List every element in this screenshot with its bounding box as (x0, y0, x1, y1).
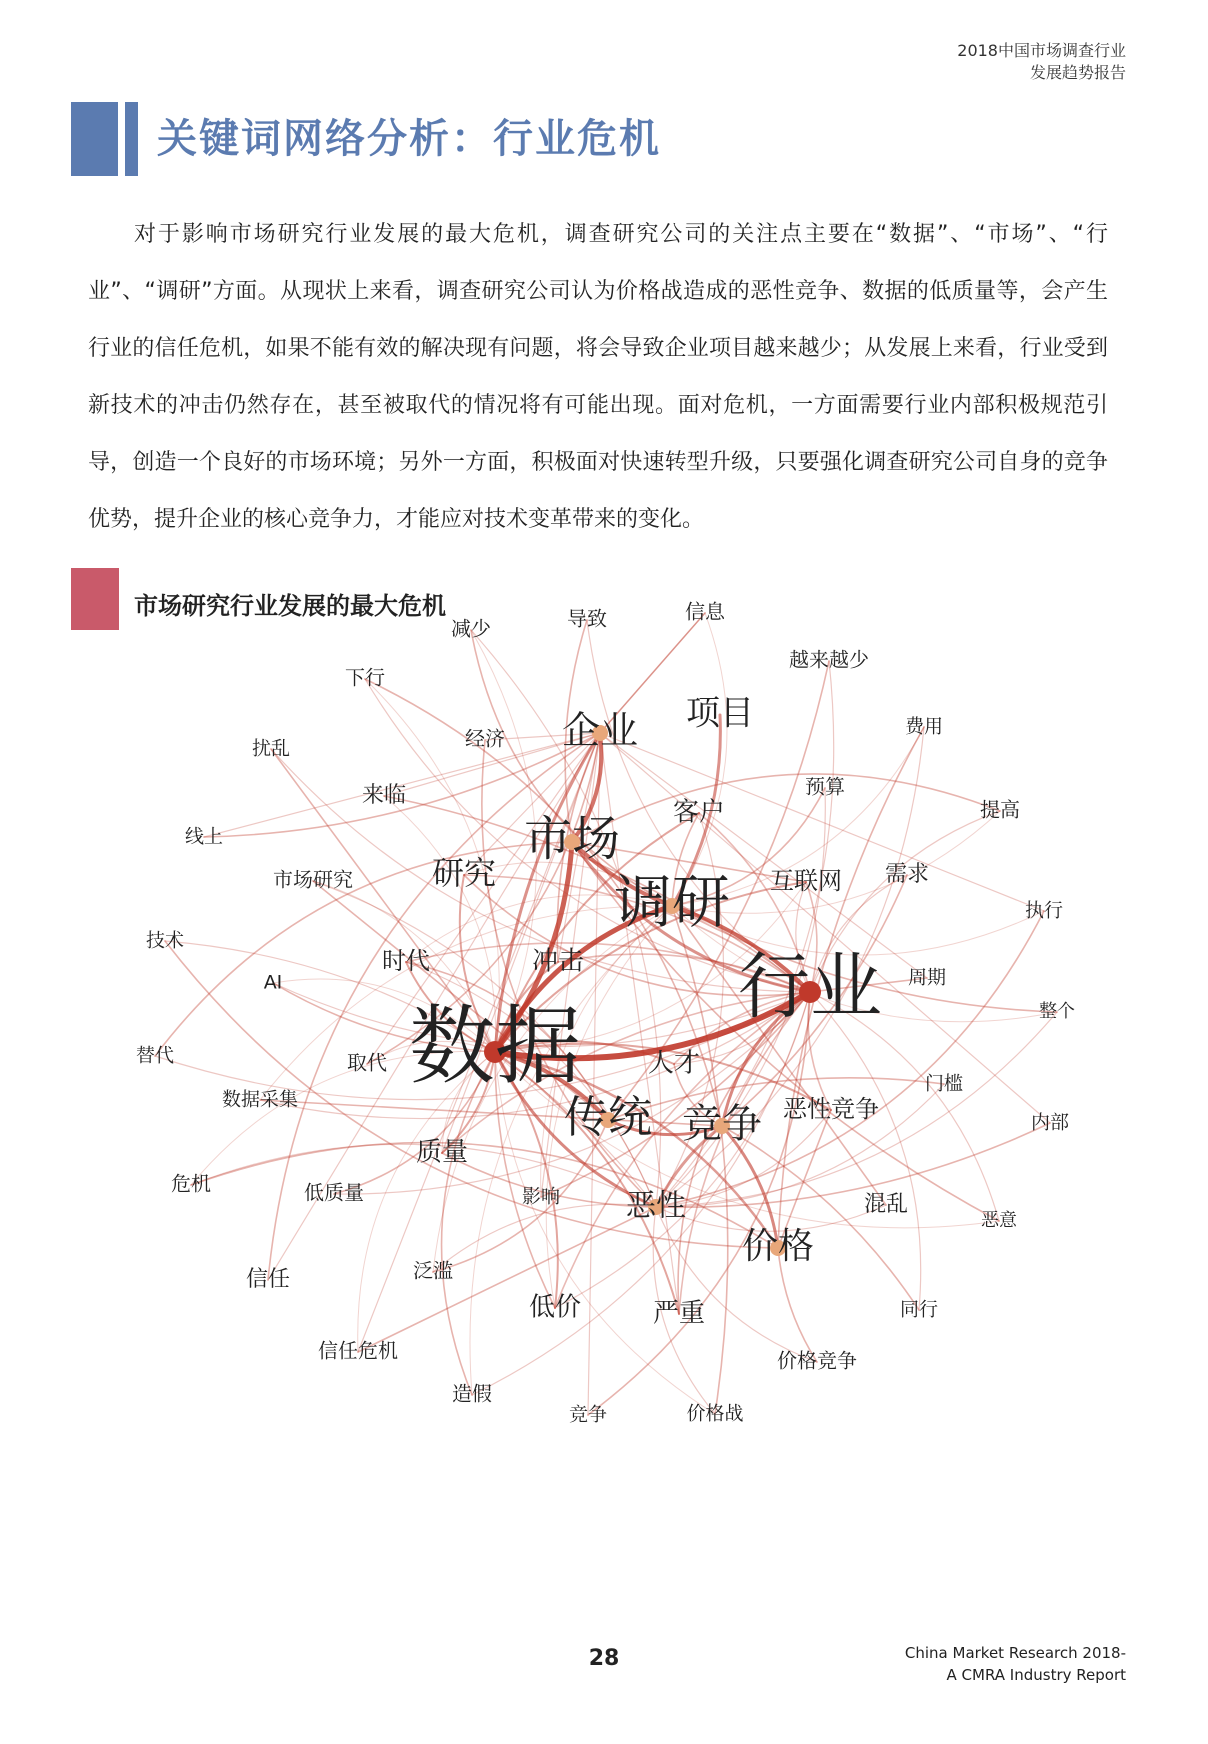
keyword-label: 低价 (528, 1292, 582, 1323)
keyword-label: 调研 (613, 868, 731, 937)
footer (905, 1642, 1126, 1686)
keyword-label: 行业 (737, 944, 883, 1029)
network-edge (358, 1207, 656, 1352)
keyword-label: 严重 (652, 1298, 706, 1329)
title-accent-bar (71, 102, 118, 176)
keyword-label: 混乱 (863, 1192, 909, 1217)
keyword-label: 客户 (672, 797, 726, 828)
keyword-label: 需求 (884, 862, 930, 887)
report-header (957, 40, 1126, 84)
keyword-label: 质量 (415, 1137, 469, 1168)
keyword-label: 数据采集 (221, 1088, 299, 1111)
keyword-label: 周期 (907, 966, 947, 989)
keyword-label: 替代 (135, 1044, 175, 1067)
keyword-label: 项目 (686, 693, 754, 734)
keyword-label: 恶意 (981, 1210, 1017, 1231)
header-line-1: 2018中国市场调查行业 (957, 41, 1126, 60)
keyword-label: 人才 (647, 1048, 701, 1079)
keyword-label: 来临 (361, 783, 407, 808)
keyword-label: 互联网 (770, 867, 842, 895)
keyword-label: 冲击 (531, 946, 585, 977)
keyword-label: 竞争 (682, 1101, 762, 1147)
section-title: 市场研究行业发展的最大危机 (134, 592, 446, 620)
keyword-label: AI (263, 971, 283, 994)
keyword-label: 泛滥 (413, 1258, 453, 1283)
keyword-label: 市场研究 (273, 867, 353, 892)
keyword-label: 市场 (523, 811, 621, 867)
footer-line-1: China Market Research 2018- (904, 1644, 1126, 1662)
footer-line-2: A CMRA Industry Report (946, 1666, 1126, 1684)
page-number: 28 (588, 1646, 620, 1671)
keyword-label: 经济 (465, 726, 505, 751)
keyword-label: 恶性 (626, 1188, 686, 1224)
keyword-label: 门槛 (924, 1072, 964, 1095)
keyword-label: 减少 (451, 616, 491, 641)
network-edge (442, 1052, 495, 1395)
keyword-label: 影响 (521, 1185, 561, 1208)
keyword-label: 传统 (564, 1092, 652, 1143)
keyword-label: 时代 (382, 947, 430, 975)
keyword-label: 越来越少 (789, 647, 869, 672)
keyword-label: 恶性竞争 (783, 1095, 879, 1123)
keyword-label: 导致 (567, 606, 607, 631)
keyword-label: 线上 (184, 825, 224, 848)
header-line-2: 发展趋势报告 (1029, 63, 1126, 82)
keyword-label: 价格竞争 (777, 1348, 857, 1373)
keyword-label: 整个 (1039, 1001, 1075, 1022)
keyword-label: 下行 (345, 665, 385, 690)
keyword-label: 扰乱 (251, 737, 291, 760)
keyword-label: 预算 (805, 774, 845, 799)
keyword-label: 数据 (409, 996, 581, 1097)
keyword-label: 取代 (347, 1050, 387, 1075)
keyword-label: 价格战 (686, 1402, 744, 1425)
network-edge (722, 1126, 919, 1310)
keyword-label: 研究 (431, 854, 497, 892)
keyword-label: 信息 (685, 599, 725, 624)
keyword-label: 价格 (741, 1226, 815, 1267)
body-paragraph (88, 206, 1108, 548)
keyword-label: 企业 (561, 708, 639, 753)
keyword-label: 信任 (245, 1267, 291, 1292)
keyword-label: 费用 (904, 715, 944, 738)
keyword-label: 提高 (980, 797, 1020, 822)
keyword-label: 信任危机 (318, 1338, 398, 1363)
page-title: 关键词网络分析：行业危机 (157, 116, 661, 162)
keyword-label: 内部 (1030, 1111, 1070, 1134)
keyword-label: 低质量 (304, 1180, 364, 1205)
keyword-label: 执行 (1024, 899, 1064, 922)
body-text: 对于影响市场研究行业发展的最大危机，调查研究公司的关注点主要在“数据”、“市场”、“行业”、“调研”方面。从现状上来看，调查研究公司认为价格战造成的恶性竞争、数据的低质量等，会产生行业的信任危机，如果不能有效的解决现有问题，将会导致企业项目越来越少；从发展上来看，行业受到新技术的冲击仍然存在，甚至被取代的情况将有可能出现。面对危机，一方面需要行业内部积极规范引导，创造一个良好的市场环境；另外一方面，积极面对快速转型升级，只要强化调查研究公司自身的竞争优势，提升企业的核心竞争力，才能应对技术变革带来的变化。 (88, 222, 1108, 532)
keyword-label: 技术 (145, 929, 185, 952)
keyword-label: 竞争 (568, 1403, 608, 1426)
keyword-label: 造假 (452, 1381, 492, 1406)
keyword-label: 危机 (171, 1171, 211, 1196)
section-accent-bar (71, 568, 119, 630)
keyword-label: 同行 (899, 1298, 939, 1321)
network-edge (810, 992, 921, 1310)
network-labels (136, 600, 1075, 1426)
title-accent-bar-thin (125, 102, 138, 176)
